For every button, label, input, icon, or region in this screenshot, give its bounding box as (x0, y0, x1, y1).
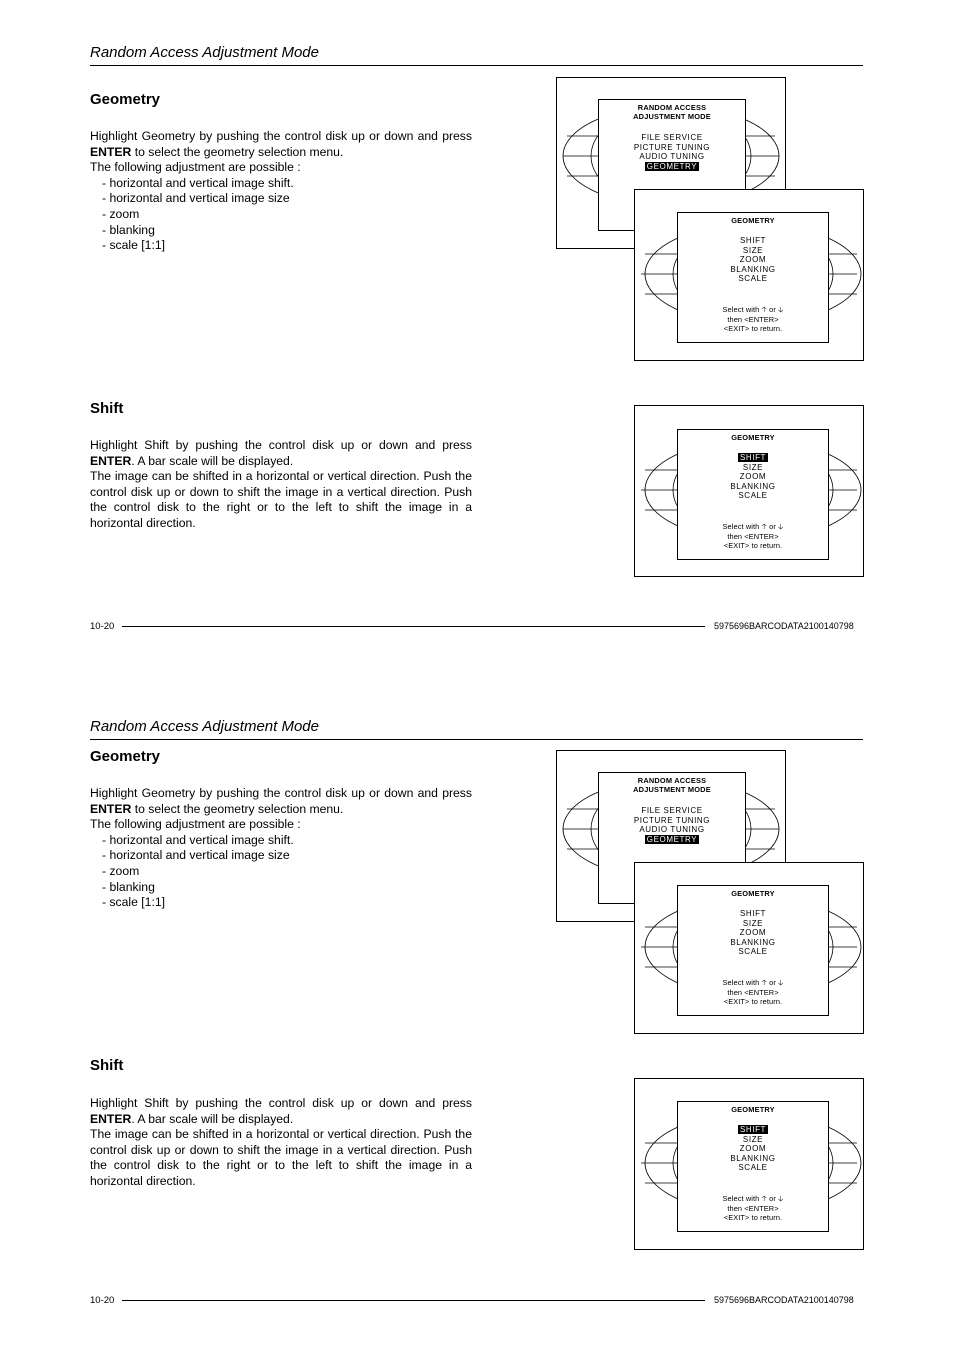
shift-enter-keyword: ENTER (90, 453, 132, 468)
footer-doc-code: 5975696BARCODATA2100140798 (714, 1295, 854, 1305)
arrow-down-icon: 🡣 (778, 978, 784, 987)
menu-item-shift[interactable]: SHIFT (739, 909, 767, 918)
footer-page-number: 10-20 (90, 621, 115, 632)
osd-frame-shift (634, 405, 864, 577)
shift-text (90, 1096, 472, 1190)
arrow-up-icon: 🡡 (761, 978, 767, 987)
shift-body: The image can be shifted in a horizontal or vertical direction. Push the control disk up or down to shift the image in a vertical direction. Push the control disk to the right or to the left to shift the image in a horizontal direction. (90, 1127, 472, 1188)
page-2 (0, 674, 954, 1334)
arrow-up-icon: 🡡 (761, 522, 767, 531)
geometry-text (90, 786, 472, 911)
shift-heading: Shift (90, 400, 124, 417)
arrow-down-icon: 🡣 (778, 305, 784, 314)
menu-item-size[interactable]: SIZE (742, 1134, 764, 1144)
header-title: Random Access Adjustment Mode (90, 44, 319, 61)
hint-exit-return: <EXIT> to return. (723, 997, 783, 1007)
geometry-menu (677, 885, 829, 1016)
menu-item-blanking[interactable]: BLANKING (730, 937, 776, 947)
main-menu-title-line-2: ADJUSTMENT MODE (633, 112, 711, 121)
menu-item-blanking[interactable]: BLANKING (730, 1153, 776, 1163)
geometry-intro-2: The following adjustment are possible : (90, 817, 301, 832)
menu-hint (678, 978, 828, 1007)
arrow-up-icon: 🡡 (761, 305, 767, 314)
menu-item-zoom[interactable]: ZOOM (739, 472, 767, 482)
menu-item-file-service[interactable]: FILE SERVICE (641, 133, 703, 142)
osd-frame-geometry (634, 862, 864, 1034)
menu-item-blanking[interactable]: BLANKING (730, 264, 776, 274)
hint-or: or (769, 522, 776, 531)
shift-text (90, 438, 472, 532)
geometry-bullet: - blanking (102, 879, 155, 894)
menu-item-scale[interactable]: SCALE (738, 947, 768, 957)
menu-item-zoom[interactable]: ZOOM (739, 1144, 767, 1154)
geometry-heading: Geometry (90, 748, 161, 765)
geometry-bullet: - horizontal and vertical image shift. (102, 832, 294, 847)
main-menu-title (599, 776, 745, 794)
menu-item-size[interactable]: SIZE (742, 918, 764, 928)
menu-item-geometry-selected[interactable]: GEOMETRY (646, 834, 698, 844)
geometry-heading: Geometry (90, 91, 161, 108)
geometry-bullet: - scale [1:1] (102, 238, 165, 253)
menu-item-zoom[interactable]: ZOOM (739, 255, 767, 265)
header-rule (90, 65, 863, 66)
hint-select-with: Select with (722, 978, 760, 987)
geometry-enter-keyword: ENTER (90, 801, 132, 816)
menu-item-audio-tuning[interactable]: AUDIO TUNING (639, 825, 705, 835)
footer-doc-code: 5975696BARCODATA2100140798 (714, 621, 854, 631)
geometry-bullet: - horizontal and vertical image shift. (102, 175, 294, 190)
hint-or: or (769, 978, 776, 987)
hint-then-enter: then <ENTER> (727, 1203, 779, 1213)
geometry-intro-1: Highlight Geometry by pushing the control disk up or down and press (90, 129, 472, 143)
hint-then-enter: then <ENTER> (727, 987, 779, 997)
main-menu-title-line-1: RANDOM ACCESS (637, 776, 707, 785)
menu-item-audio-tuning[interactable]: AUDIO TUNING (639, 152, 705, 162)
hint-exit-return: <EXIT> to return. (723, 541, 783, 551)
geometry-bullet: - horizontal and vertical image size (102, 191, 290, 206)
geometry-intro-1b: to select the geometry selection menu. (131, 801, 344, 816)
hint-then-enter: then <ENTER> (727, 314, 779, 324)
page-1 (0, 0, 954, 660)
geometry-text (90, 129, 472, 254)
hint-exit-return: <EXIT> to return. (723, 324, 783, 334)
main-menu-title-line-2: ADJUSTMENT MODE (633, 785, 711, 794)
geometry-menu-title: GEOMETRY (731, 889, 775, 898)
geometry-menu-title: GEOMETRY (731, 1105, 775, 1114)
geometry-menu (677, 212, 829, 343)
shift-heading: Shift (90, 1057, 124, 1074)
osd-frame-shift (634, 1078, 864, 1250)
geometry-menu-title: GEOMETRY (731, 433, 775, 442)
menu-item-scale[interactable]: SCALE (738, 274, 768, 284)
geometry-intro-2: The following adjustment are possible : (90, 160, 301, 175)
geometry-bullet: - blanking (102, 222, 155, 237)
menu-item-picture-tuning[interactable]: PICTURE TUNING (633, 815, 711, 825)
footer-rule (122, 1300, 705, 1301)
footer-page-number: 10-20 (90, 1295, 115, 1306)
menu-item-scale[interactable]: SCALE (738, 1163, 768, 1173)
arrow-down-icon: 🡣 (778, 1194, 784, 1203)
geometry-menu-shift (677, 1101, 829, 1232)
hint-or: or (769, 1194, 776, 1203)
shift-enter-keyword: ENTER (90, 1111, 132, 1126)
arrow-down-icon: 🡣 (778, 522, 784, 531)
header-rule (90, 739, 863, 740)
header-title: Random Access Adjustment Mode (90, 718, 319, 735)
menu-item-scale[interactable]: SCALE (738, 491, 768, 501)
hint-select-with: Select with (722, 305, 760, 314)
shift-line-2: . A bar scale will be displayed. (131, 1111, 294, 1126)
geometry-bullet: - zoom (102, 206, 140, 221)
menu-item-file-service[interactable]: FILE SERVICE (641, 806, 703, 815)
main-menu-title (599, 103, 745, 121)
menu-item-shift-selected[interactable]: SHIFT (739, 1125, 767, 1134)
menu-item-zoom[interactable]: ZOOM (739, 928, 767, 938)
hint-or: or (769, 305, 776, 314)
hint-then-enter: then <ENTER> (727, 531, 779, 541)
menu-hint (678, 1194, 828, 1223)
shift-line-1: Highlight Shift by pushing the control disk up or down and press (90, 438, 472, 452)
menu-item-size[interactable]: SIZE (742, 462, 764, 472)
geometry-menu-shift (677, 429, 829, 560)
shift-line-1: Highlight Shift by pushing the control disk up or down and press (90, 1096, 472, 1110)
hint-exit-return: <EXIT> to return. (723, 1213, 783, 1223)
menu-item-geometry-selected[interactable]: GEOMETRY (646, 161, 698, 171)
menu-item-blanking[interactable]: BLANKING (730, 481, 776, 491)
hint-select-with: Select with (722, 522, 760, 531)
geometry-bullet: - horizontal and vertical image size (102, 848, 290, 863)
geometry-intro-1b: to select the geometry selection menu. (131, 144, 344, 159)
geometry-intro-1: Highlight Geometry by pushing the control disk up or down and press (90, 786, 472, 800)
footer-rule (122, 626, 705, 627)
menu-hint (678, 522, 828, 551)
geometry-bullet: - scale [1:1] (102, 895, 165, 910)
menu-item-shift-selected[interactable]: SHIFT (739, 453, 767, 462)
hint-select-with: Select with (722, 1194, 760, 1203)
menu-hint (678, 305, 828, 334)
menu-item-picture-tuning[interactable]: PICTURE TUNING (633, 142, 711, 152)
arrow-up-icon: 🡡 (761, 1194, 767, 1203)
geometry-bullet: - zoom (102, 863, 140, 878)
main-menu-title-line-1: RANDOM ACCESS (637, 103, 707, 112)
shift-line-2: . A bar scale will be displayed. (131, 453, 294, 468)
menu-item-shift[interactable]: SHIFT (739, 236, 767, 245)
osd-frame-geometry (634, 189, 864, 361)
geometry-menu-title: GEOMETRY (731, 216, 775, 225)
geometry-enter-keyword: ENTER (90, 144, 132, 159)
menu-item-size[interactable]: SIZE (742, 245, 764, 255)
shift-body: The image can be shifted in a horizontal or vertical direction. Push the control disk up or down to shift the image in a vertical direction. Push the control disk to the right or to the left to shift the image in a horizontal direction. (90, 469, 472, 530)
